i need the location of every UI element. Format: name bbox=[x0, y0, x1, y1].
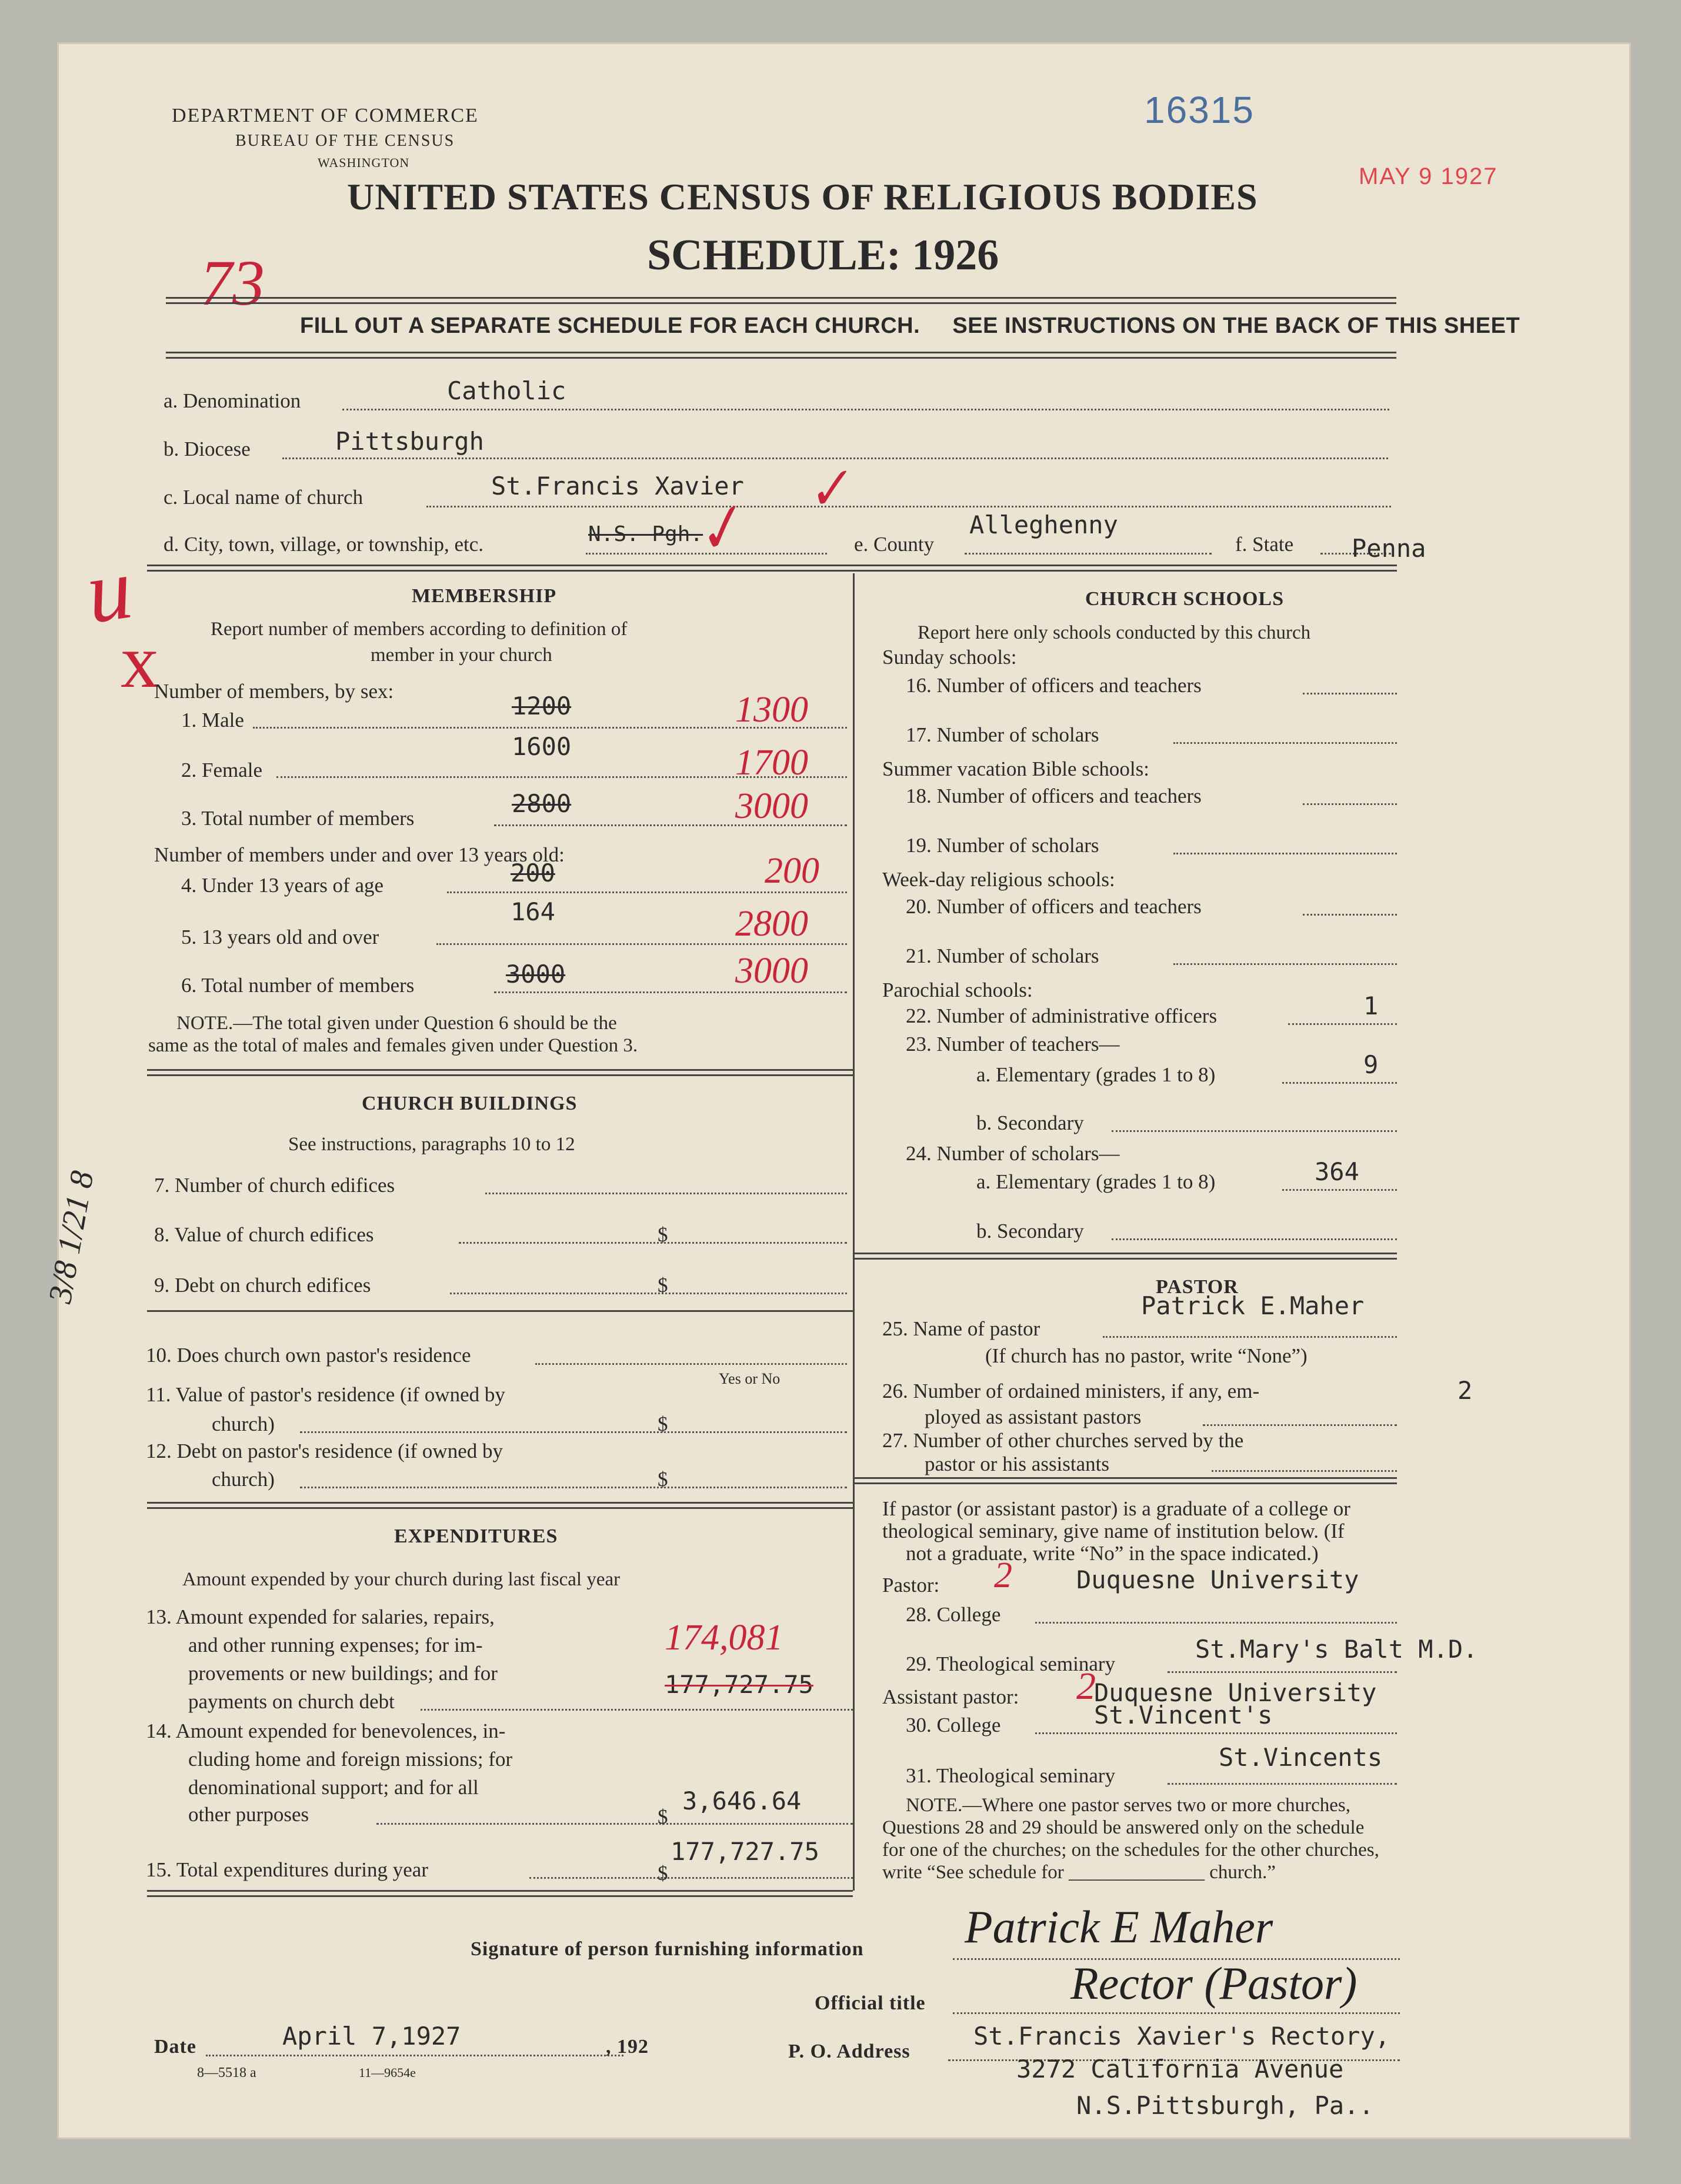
q3-total-label: 3. Total number of members bbox=[181, 807, 415, 830]
margin-red-x: x bbox=[121, 619, 159, 704]
q28-line bbox=[1035, 1622, 1397, 1624]
membership-intro-1: Report number of members according to definition of bbox=[211, 619, 628, 640]
q2-female-corrected[interactable]: 1700 bbox=[735, 743, 808, 783]
residence-rule bbox=[147, 1502, 853, 1509]
q23a-label: a. Elementary (grades 1 to 8) bbox=[976, 1063, 1216, 1086]
check-mark-icon: ✓ bbox=[684, 490, 753, 569]
q26-value[interactable]: 2 bbox=[1457, 1376, 1473, 1405]
buildings-subheading: See instructions, paragraphs 10 to 12 bbox=[288, 1134, 575, 1155]
q29-value[interactable]: St.Mary's Balt M.D. bbox=[1195, 1635, 1478, 1664]
q25-line bbox=[1103, 1336, 1397, 1338]
county-value[interactable]: Alleghenny bbox=[969, 510, 1118, 539]
q28-label: 28. College bbox=[906, 1603, 1001, 1626]
q3-total-corrected[interactable]: 3000 bbox=[735, 786, 808, 826]
graduate-note-1: If pastor (or assistant pastor) is a graduate of a college or bbox=[882, 1497, 1350, 1520]
q13-typed-amount[interactable]: 177,727.75 bbox=[665, 1670, 813, 1699]
q13-corrected-amount[interactable]: 174,081 bbox=[665, 1618, 783, 1658]
q13-label-2: and other running expenses; for im- bbox=[188, 1634, 483, 1657]
graduate-note-3: not a graduate, write “No” in the space indicated.) bbox=[906, 1542, 1319, 1565]
department-label: DEPARTMENT OF COMMERCE bbox=[172, 105, 479, 126]
q31-line bbox=[1168, 1783, 1397, 1785]
form-title: UNITED STATES CENSUS OF RELIGIOUS BODIES bbox=[347, 176, 1258, 218]
pastor-heading: PASTOR bbox=[1156, 1276, 1239, 1298]
signature-label: Signature of person furnishing information bbox=[471, 1938, 864, 1960]
q24b-label: b. Secondary bbox=[976, 1220, 1084, 1243]
pastor-note-4: write “See schedule for ______________ church.” bbox=[882, 1862, 1276, 1883]
q1-male-label: 1. Male bbox=[181, 709, 244, 732]
summer-schools-label: Summer vacation Bible schools: bbox=[882, 757, 1149, 780]
po-address-label: P. O. Address bbox=[788, 2041, 910, 2062]
q16-line bbox=[1303, 693, 1397, 694]
q30-line bbox=[1035, 1732, 1397, 1734]
q23a-line bbox=[1282, 1082, 1397, 1084]
banner-rule bbox=[166, 352, 1396, 359]
q4-under13-typed[interactable]: 200 bbox=[511, 859, 555, 887]
q21-label: 21. Number of scholars bbox=[906, 944, 1099, 967]
graduate-note-2: theological seminary, give name of institution below. (If bbox=[882, 1520, 1345, 1542]
date-value[interactable]: April 7,1927 bbox=[282, 2022, 461, 2051]
q12-label-1: 12. Debt on pastor's residence (if owned by bbox=[146, 1440, 503, 1462]
expenditures-rule bbox=[147, 1890, 853, 1897]
pastor-red-mark: 2 bbox=[994, 1555, 1012, 1595]
bureau-label: BUREAU OF THE CENSUS bbox=[235, 132, 455, 150]
q27-label-2: pastor or his assistants bbox=[925, 1452, 1110, 1475]
q7-label: 7. Number of church edifices bbox=[154, 1174, 395, 1197]
q8-line bbox=[459, 1242, 847, 1244]
q19-label: 19. Number of scholars bbox=[906, 834, 1099, 857]
q6-total-label: 6. Total number of members bbox=[181, 974, 415, 997]
q15-amount[interactable]: 177,727.75 bbox=[671, 1837, 819, 1866]
q9-line bbox=[450, 1293, 847, 1294]
q13-label-3: provements or new buildings; and for bbox=[188, 1662, 498, 1685]
state-label: f. State bbox=[1235, 533, 1294, 556]
pastor-note-2: Questions 28 and 29 should be answered only on the schedule bbox=[882, 1817, 1365, 1838]
q2-female-label: 2. Female bbox=[181, 759, 263, 782]
q6-total-corrected[interactable]: 3000 bbox=[735, 951, 808, 991]
q26-line bbox=[1203, 1424, 1397, 1426]
check-mark-icon: ✓ bbox=[801, 457, 855, 523]
header-rule bbox=[166, 297, 1396, 304]
q30-value-2[interactable]: St.Vincent's bbox=[1094, 1701, 1273, 1729]
pastor-note-3: for one of the churches; on the schedules for the other churches, bbox=[882, 1839, 1379, 1861]
q13-label-1: 13. Amount expended for salaries, repairs, bbox=[146, 1605, 495, 1628]
section-rule bbox=[147, 565, 1397, 572]
q9-label: 9. Debt on church edifices bbox=[154, 1274, 371, 1297]
address-line-3[interactable]: N.S.Pittsburgh, Pa.. bbox=[1076, 2091, 1374, 2120]
q12-label-2: church) bbox=[212, 1468, 275, 1491]
q11-label-1: 11. Value of pastor's residence (if owned by bbox=[146, 1383, 505, 1406]
assistant-red-mark: 2 bbox=[1076, 1665, 1096, 1708]
schools-rule bbox=[853, 1253, 1397, 1260]
q14-line bbox=[376, 1823, 853, 1825]
q14-label-1: 14. Amount expended for benevolences, in- bbox=[146, 1719, 506, 1742]
q8-dollar: $ bbox=[658, 1223, 668, 1246]
q18-line bbox=[1303, 803, 1397, 805]
q3-total-typed[interactable]: 2800 bbox=[512, 789, 572, 818]
assistant-pastor-label: Assistant pastor: bbox=[882, 1685, 1019, 1708]
q29-line bbox=[1168, 1671, 1397, 1673]
q22-line bbox=[1288, 1023, 1397, 1025]
pastor-rule bbox=[853, 1477, 1397, 1484]
membership-note-1: NOTE.—The total given under Question 6 should be the bbox=[176, 1013, 617, 1034]
membership-note-2: same as the total of males and females given under Question 3. bbox=[148, 1035, 638, 1056]
q24a-line bbox=[1282, 1189, 1397, 1191]
members-by-sex-label: Number of members, by sex: bbox=[154, 680, 394, 703]
form-number: 8—5518 a bbox=[197, 2065, 256, 2081]
q24b-line bbox=[1112, 1238, 1397, 1240]
q16-label: 16. Number of officers and teachers bbox=[906, 674, 1202, 697]
q14-dollar: $ bbox=[658, 1805, 668, 1828]
address-line-1[interactable]: St.Francis Xavier's Rectory, bbox=[973, 2022, 1390, 2051]
q23b-line bbox=[1112, 1130, 1397, 1132]
red-ink-number: 73 bbox=[200, 247, 265, 319]
buildings-rule bbox=[147, 1310, 853, 1312]
q10-label: 10. Does church own pastor's residence bbox=[146, 1344, 471, 1367]
q13-label-4: payments on church debt bbox=[188, 1690, 395, 1713]
q22-value[interactable]: 1 bbox=[1363, 991, 1379, 1020]
yes-no-caption: Yes or No bbox=[719, 1370, 781, 1387]
q13-line bbox=[421, 1709, 853, 1711]
city-label: WASHINGTON bbox=[318, 155, 410, 170]
q17-label: 17. Number of scholars bbox=[906, 723, 1099, 746]
q26-label-2: ployed as assistant pastors bbox=[925, 1405, 1142, 1428]
church-name-line bbox=[426, 506, 1391, 507]
q15-dollar: $ bbox=[658, 1862, 668, 1885]
q15-line bbox=[529, 1877, 853, 1879]
q14-label-4: other purposes bbox=[188, 1803, 309, 1826]
schedule-title: SCHEDULE: 1926 bbox=[647, 231, 999, 279]
expenditures-heading: EXPENDITURES bbox=[394, 1525, 558, 1547]
diocese-value[interactable]: Pittsburgh bbox=[335, 427, 484, 456]
q1-male-typed[interactable]: 1200 bbox=[512, 692, 572, 720]
q1-male-corrected[interactable]: 1300 bbox=[735, 690, 808, 730]
q27-line bbox=[1212, 1470, 1397, 1472]
membership-intro-2: member in your church bbox=[371, 644, 552, 666]
q20-line bbox=[1303, 914, 1397, 916]
q26-label-1: 26. Number of ordained ministers, if any, em- bbox=[882, 1380, 1260, 1402]
q11-label-2: church) bbox=[212, 1412, 275, 1435]
q5-over13-corrected[interactable]: 2800 bbox=[735, 904, 808, 944]
q24-label: 24. Number of scholars— bbox=[906, 1142, 1120, 1165]
q5-over13-typed[interactable]: 164 bbox=[511, 897, 555, 926]
membership-rule bbox=[147, 1069, 853, 1076]
q23-label: 23. Number of teachers— bbox=[906, 1033, 1120, 1056]
q6-total-typed[interactable]: 3000 bbox=[506, 960, 566, 989]
q15-label: 15. Total expenditures during year bbox=[146, 1858, 428, 1881]
weekday-schools-label: Week-day religious schools: bbox=[882, 868, 1115, 891]
official-title-label: Official title bbox=[815, 1992, 926, 2014]
diocese-label: b. Diocese bbox=[164, 438, 251, 460]
q21-line bbox=[1173, 963, 1397, 965]
margin-pencil-note: 3/8 1/21 8 bbox=[41, 1168, 101, 1306]
parochial-schools-label: Parochial schools: bbox=[882, 979, 1033, 1001]
denomination-label: a. Denomination bbox=[164, 389, 301, 412]
state-value[interactable]: Penna bbox=[1352, 534, 1426, 563]
q14-amount[interactable]: 3,646.64 bbox=[682, 1786, 802, 1815]
handwritten-signature[interactable]: Patrick E Maher bbox=[965, 1901, 1273, 1952]
q23a-value[interactable]: 9 bbox=[1363, 1050, 1379, 1079]
q10-line bbox=[535, 1363, 847, 1365]
q24a-value[interactable]: 364 bbox=[1315, 1157, 1359, 1186]
expenditures-subheading: Amount expended by your church during last fiscal year bbox=[182, 1569, 621, 1590]
church-name-label: c. Local name of church bbox=[164, 486, 363, 509]
sunday-schools-label: Sunday schools: bbox=[882, 646, 1017, 669]
schools-subheading: Report here only schools conducted by this church bbox=[918, 622, 1311, 643]
file-number: 16315 bbox=[1144, 89, 1255, 131]
county-label: e. County bbox=[854, 533, 935, 556]
church-name-value[interactable]: St.Francis Xavier bbox=[491, 472, 744, 500]
margin-red-mark: u bbox=[80, 539, 138, 642]
city-town-value[interactable]: N.S. Pgh. bbox=[588, 522, 703, 546]
q14-label-3: denominational support; and for all bbox=[188, 1776, 479, 1799]
q9-dollar: $ bbox=[658, 1274, 668, 1297]
city-town-label: d. City, town, village, or township, etc. bbox=[164, 533, 484, 556]
q5-over13-label: 5. 13 years old and over bbox=[181, 926, 379, 949]
date-suffix: , 192 bbox=[606, 2036, 649, 2058]
q7-line bbox=[485, 1193, 847, 1194]
county-line bbox=[965, 553, 1212, 555]
q11-line bbox=[300, 1431, 847, 1433]
q25-label: 25. Name of pastor bbox=[882, 1317, 1040, 1340]
official-title-handwritten[interactable]: Rector (Pastor) bbox=[1070, 1958, 1358, 2009]
q28-value[interactable]: Duquesne University bbox=[1076, 1565, 1359, 1594]
q25-note: (If church has no pastor, write “None”) bbox=[985, 1344, 1308, 1367]
q12-dollar: $ bbox=[658, 1468, 668, 1491]
q11-dollar: $ bbox=[658, 1412, 668, 1435]
q24a-label: a. Elementary (grades 1 to 8) bbox=[976, 1170, 1216, 1193]
instruction-banner: FILL OUT A SEPARATE SCHEDULE FOR EACH CHURCH. SEE INSTRUCTIONS ON THE BACK OF THIS SHEET bbox=[300, 313, 1520, 338]
q14-label-2: cluding home and foreign missions; for bbox=[188, 1748, 513, 1771]
official-title-line bbox=[953, 2012, 1400, 2014]
q4-under13-corrected[interactable]: 200 bbox=[765, 851, 819, 891]
q8-label: 8. Value of church edifices bbox=[154, 1223, 374, 1246]
q22-label: 22. Number of administrative officers bbox=[906, 1004, 1218, 1027]
column-divider bbox=[853, 573, 855, 1891]
buildings-heading: CHURCH BUILDINGS bbox=[362, 1093, 578, 1114]
print-number: 11—9654e bbox=[359, 2065, 416, 2080]
received-date-stamp: MAY 9 1927 bbox=[1359, 163, 1498, 189]
q17-line bbox=[1173, 742, 1397, 744]
q30-value-1[interactable]: Duquesne University bbox=[1094, 1678, 1377, 1707]
q20-label: 20. Number of officers and teachers bbox=[906, 895, 1202, 918]
q31-label: 31. Theological seminary bbox=[906, 1764, 1116, 1787]
q18-label: 18. Number of officers and teachers bbox=[906, 784, 1202, 807]
q23b-label: b. Secondary bbox=[976, 1111, 1084, 1134]
q30-label: 30. College bbox=[906, 1714, 1001, 1736]
membership-heading: MEMBERSHIP bbox=[412, 585, 557, 607]
q29-label: 29. Theological seminary bbox=[906, 1652, 1116, 1675]
age-intro-label: Number of members under and over 13 years old: bbox=[154, 843, 565, 866]
pastor-label: Pastor: bbox=[882, 1574, 940, 1597]
date-line bbox=[206, 2055, 623, 2056]
pastor-note-1: NOTE.—Where one pastor serves two or more churches, bbox=[906, 1795, 1350, 1816]
q27-label-1: 27. Number of other churches served by the bbox=[882, 1429, 1244, 1452]
q31-value[interactable]: St.Vincents bbox=[1219, 1743, 1383, 1772]
q12-line bbox=[300, 1487, 847, 1488]
q19-line bbox=[1173, 853, 1397, 854]
denomination-value[interactable]: Catholic bbox=[447, 376, 566, 405]
q2-female-typed[interactable]: 1600 bbox=[512, 732, 572, 761]
q25-pastor-name[interactable]: Patrick E.Maher bbox=[1141, 1291, 1365, 1320]
address-line-2[interactable]: 3272 California Avenue bbox=[1016, 2055, 1344, 2083]
q4-under13-label: 4. Under 13 years of age bbox=[181, 874, 384, 897]
schools-heading: CHURCH SCHOOLS bbox=[1085, 588, 1284, 610]
date-label: Date bbox=[154, 2036, 196, 2058]
denomination-line bbox=[342, 409, 1389, 410]
